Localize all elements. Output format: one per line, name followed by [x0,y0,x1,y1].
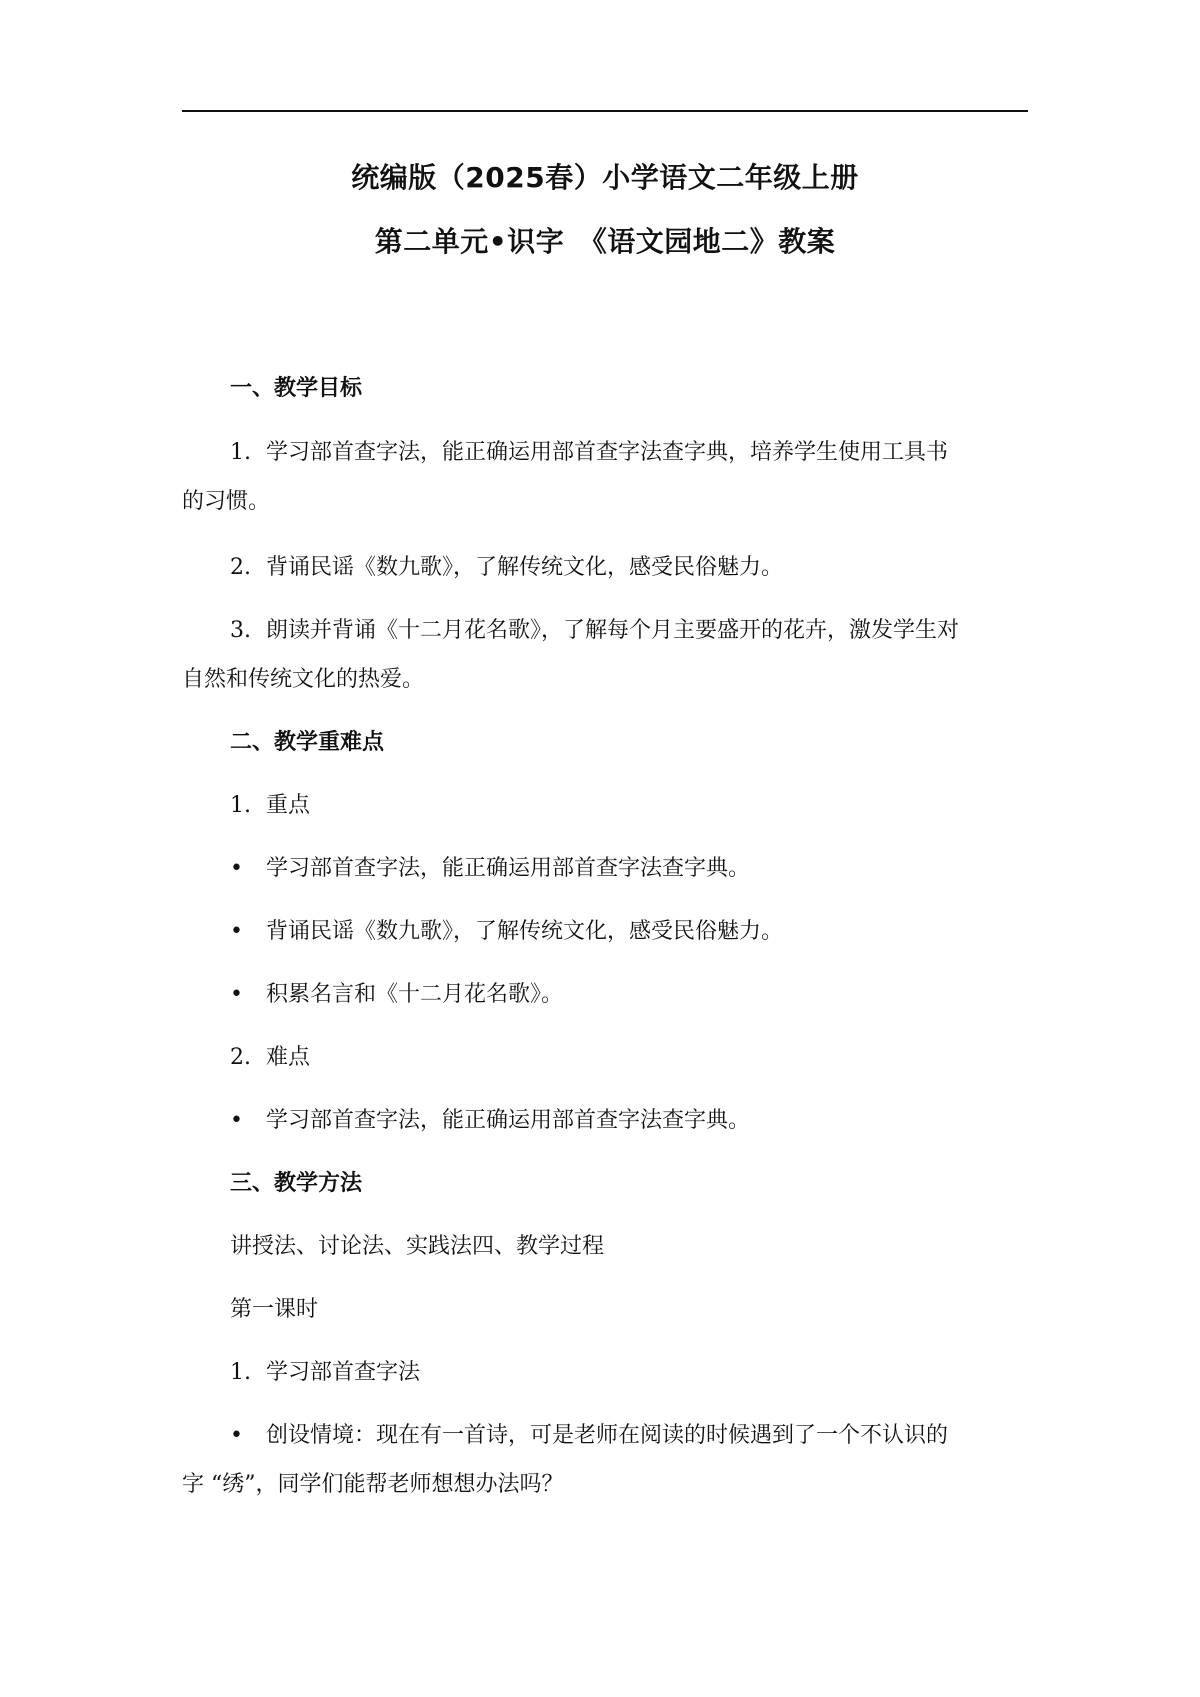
list-item [230,853,750,885]
item-number: 1. [230,1360,251,1385]
item-number: 2. [230,1045,251,1070]
key-points-label [230,790,310,822]
objective-item-1 [230,437,948,469]
objective-item-3 [230,615,959,647]
objective-item-1-continuation: 的习惯。 [182,489,271,514]
bullet-icon: • [230,856,243,881]
objective-item-2 [230,552,783,584]
bullet-icon: • [230,982,243,1007]
list-item [230,1420,948,1452]
list-item-text: 学习部首查字法，能正确运用部首查字法查字典。 [266,1108,751,1133]
list-item-text: 积累名言和《十二月花名歌》。 [266,982,564,1007]
list-item-text: 创设情境：现在有一首诗，可是老师在阅读的时候遇到了一个不认识的 [266,1423,949,1448]
bullet-icon: • [230,1423,243,1448]
top-rule [182,110,1028,112]
lesson-label: 第一课时 [230,1297,319,1322]
methods-text: 讲授法、讨论法、实践法四、教学过程 [230,1234,605,1259]
item-number: 1. [230,793,251,818]
item-text: 学习部首查字法 [266,1360,421,1385]
document-title-line2: 第二单元•识字 《语文园地二》教案 [374,225,836,258]
list-item-text: 背诵民谣《数九歌》，了解传统文化，感受民俗魅力。 [266,919,784,944]
list-item [230,916,783,948]
item-text: 背诵民谣《数九歌》，了解传统文化，感受民俗魅力。 [266,555,784,580]
objective-item-3-continuation: 自然和传统文化的热爱。 [182,667,425,692]
item-text: 学习部首查字法，能正确运用部首查字法查字典，培养学生使用工具书 [266,440,949,465]
document-title-line1: 统编版（2025春）小学语文二年级上册 [351,161,859,194]
list-item [230,979,563,1011]
item-number: 3. [230,618,251,643]
difficult-points-label [230,1042,310,1074]
section-heading-key-points: 二、教学重难点 [230,730,385,755]
item-number: 2. [230,555,251,580]
lesson-step-1 [230,1357,420,1389]
item-number: 1. [230,440,251,465]
section-heading-methods: 三、教学方法 [230,1171,363,1196]
bullet-icon: • [230,1108,243,1133]
list-item [230,1105,750,1137]
list-item-text: 学习部首查字法，能正确运用部首查字法查字典。 [266,856,751,881]
list-item-continuation: 字 “绣”，同学们能帮老师想想办法吗？ [182,1472,564,1497]
section-heading-objectives: 一、教学目标 [230,376,363,401]
item-text: 朗读并背诵《十二月花名歌》，了解每个月主要盛开的花卉，激发学生对 [266,618,960,643]
bullet-icon: • [230,919,243,944]
item-text: 重点 [266,793,311,818]
item-text: 难点 [266,1045,311,1070]
